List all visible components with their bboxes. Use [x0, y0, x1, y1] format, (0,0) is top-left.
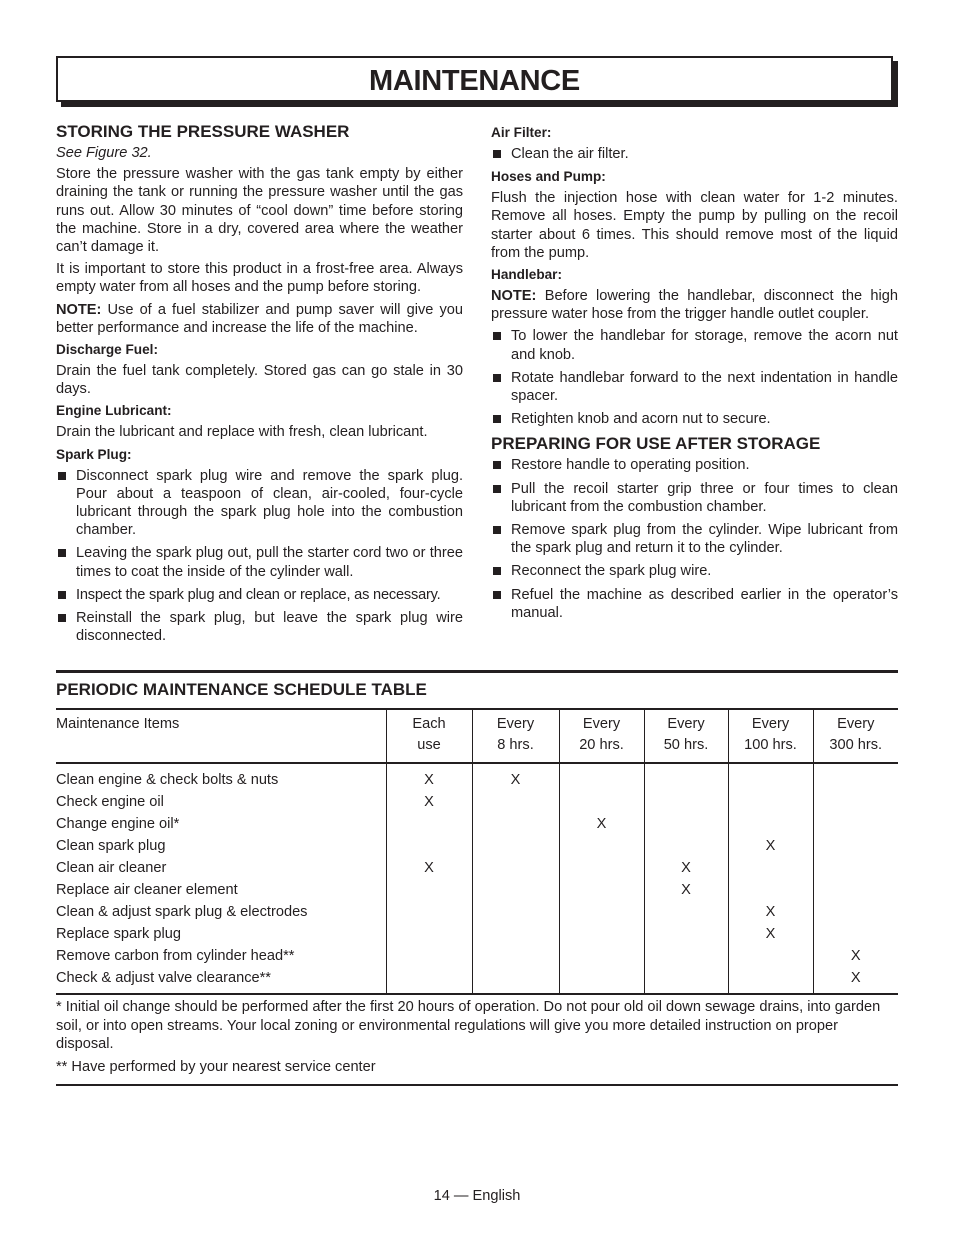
maintenance-schedule-table [56, 708, 898, 995]
handlebar-note [491, 287, 898, 323]
table-cell [813, 923, 898, 945]
table-cell: Clean spark plug [56, 838, 166, 854]
table-cell [728, 763, 813, 791]
table-cell [472, 901, 559, 923]
spark-plug-heading: Spark Plug: [56, 446, 132, 462]
table-cell [386, 813, 472, 835]
column-header: Every 100 hrs. [728, 709, 813, 763]
table-cell: X [813, 945, 898, 967]
header-banner [56, 56, 893, 102]
list-item-text: Pull the recoil starter grip three or four times to clean lubricant from the combustion chamber. [511, 480, 898, 515]
table-cell: X [644, 857, 728, 879]
list-item [491, 369, 898, 405]
schedule-heading: PERIODIC MAINTENANCE SCHEDULE TABLE [56, 680, 427, 699]
engine-lubricant-text: Drain the lubricant and replace with fresh, clean lubricant. [56, 424, 428, 441]
table-cell [386, 901, 472, 923]
table-cell: X [386, 791, 472, 813]
table-cell: Replace spark plug [56, 926, 181, 942]
list-item-text: Reconnect the spark plug wire. [511, 563, 712, 580]
table-cell: X [728, 923, 813, 945]
list-item-text: Refuel the machine as described earlier in the operator’s manual. [511, 586, 898, 621]
table-cell [813, 763, 898, 791]
list-item-text: Inspect the spark plug and clean or replace, as necessary. [76, 586, 441, 603]
list-item-text: Clean the air filter. [511, 146, 629, 162]
table-cell [813, 835, 898, 857]
section-divider [56, 670, 898, 673]
list-item-text: Reinstall the spark plug, but leave the spark plug wire disconnected. [76, 610, 463, 645]
table-cell: Check & adjust valve clearance** [56, 967, 386, 994]
table-cell [644, 945, 728, 967]
table-cell: X [813, 967, 898, 994]
table-cell: X [386, 763, 472, 791]
list-item [491, 410, 898, 428]
table-cell: X [728, 901, 813, 923]
square-bullet-icon [493, 374, 501, 382]
table-cell [472, 857, 559, 879]
discharge-fuel-text: Drain the fuel tank completely. Stored gas can go stale in 30 days. [56, 363, 463, 398]
storing-paragraph-1: Store the pressure washer with the gas tank empty by either draining the tank or running the pressure washer until the gas runs out. Allow 30 minutes of “cool down” time before storing the machine. Store in a dry, covered area where the weather can’t damage it. [56, 166, 463, 256]
table-cell [813, 791, 898, 813]
table-cell: X [472, 763, 559, 791]
table-footnotes [56, 998, 898, 1080]
list-item-text: Retighten knob and acorn nut to secure. [511, 411, 771, 428]
spark-plug-list [56, 467, 463, 646]
table-row [56, 813, 898, 835]
list-item [491, 145, 898, 163]
note-label: NOTE: [56, 301, 102, 318]
table-cell [728, 945, 813, 967]
table-cell: X [559, 813, 644, 835]
table-row [56, 901, 898, 923]
table-cell: Remove carbon from cylinder head** [56, 948, 295, 964]
table-cell [472, 835, 559, 857]
table-cell [728, 813, 813, 835]
table-cell [644, 901, 728, 923]
table-cell [559, 857, 644, 879]
table-cell [728, 967, 813, 994]
column-header-items: Maintenance Items [56, 709, 386, 763]
table-cell [472, 813, 559, 835]
page-number: 14 — English [433, 1188, 521, 1204]
table-cell [472, 945, 559, 967]
list-item [491, 327, 898, 363]
page-title: MAINTENANCE [369, 65, 580, 97]
list-item-text: Rotate handlebar forward to the next indentation in handle spacer. [511, 369, 898, 405]
square-bullet-icon [493, 150, 501, 158]
table-cell [813, 857, 898, 879]
table-cell [728, 791, 813, 813]
list-item-text: Restore handle to operating position. [511, 457, 750, 474]
note-label: NOTE: [491, 288, 537, 305]
square-bullet-icon [58, 472, 66, 480]
table-header-row [56, 709, 898, 763]
table-cell [472, 967, 559, 994]
right-column [491, 122, 898, 627]
list-item-text: To lower the handlebar for storage, remove the acorn nut and knob. [511, 328, 898, 363]
engine-lubricant-heading: Engine Lubricant: [56, 403, 172, 419]
square-bullet-icon [493, 485, 501, 493]
column-header: Every 300 hrs. [813, 709, 898, 763]
list-item [491, 562, 898, 580]
column-header: Each use [386, 709, 472, 763]
table-cell [813, 901, 898, 923]
left-column [56, 122, 463, 650]
table-row [56, 857, 898, 879]
table-cell: X [644, 879, 728, 901]
table-row [56, 945, 898, 967]
list-item-text: Leaving the spark plug out, pull the starter cord two or three times to coat the inside of the cylinder wall. [76, 545, 463, 580]
figure-reference: See Figure 32. [56, 145, 152, 161]
note-text: Before lowering the handlebar, disconnect the high pressure water hose from the trigger handle outlet coupler. [491, 288, 898, 323]
storing-note [56, 301, 463, 337]
table-cell: X [728, 835, 813, 857]
preparing-heading: PREPARING FOR USE AFTER STORAGE [491, 434, 821, 454]
table-row [56, 835, 898, 857]
table-cell [813, 813, 898, 835]
table-cell [386, 923, 472, 945]
table-cell [472, 923, 559, 945]
table-row [56, 763, 898, 791]
table-cell: Clean & adjust spark plug & electrodes [56, 904, 308, 920]
table-row [56, 791, 898, 813]
table-cell [386, 967, 472, 994]
table-cell [644, 967, 728, 994]
table-cell [386, 835, 472, 857]
table-cell [644, 791, 728, 813]
preparing-list [491, 456, 898, 622]
square-bullet-icon [58, 549, 66, 557]
column-header: Every 50 hrs. [644, 709, 728, 763]
square-bullet-icon [493, 526, 501, 534]
table-cell [386, 879, 472, 901]
table-cell [559, 967, 644, 994]
table-cell [559, 791, 644, 813]
table-cell: Clean air cleaner [56, 860, 167, 876]
list-item-text: Remove spark plug from the cylinder. Wipe lubricant from the spark plug and return it to the cylinder. [511, 522, 898, 557]
list-item [56, 586, 463, 604]
square-bullet-icon [58, 614, 66, 622]
list-item [491, 521, 898, 557]
table-cell [559, 901, 644, 923]
table-cell: Check engine oil [56, 794, 164, 810]
table-row [56, 923, 898, 945]
table-row [56, 879, 898, 901]
list-item [56, 544, 463, 580]
air-filter-heading: Air Filter: [491, 125, 552, 140]
table-cell [813, 879, 898, 901]
square-bullet-icon [493, 461, 501, 469]
table-cell: Change engine oil* [56, 816, 180, 832]
handlebar-list [491, 327, 898, 428]
table-cell [559, 835, 644, 857]
table-cell [559, 923, 644, 945]
table-cell [644, 813, 728, 835]
column-header: Every 8 hrs. [472, 709, 559, 763]
table-cell: Replace air cleaner element [56, 882, 238, 898]
square-bullet-icon [493, 567, 501, 575]
table-cell [559, 763, 644, 791]
square-bullet-icon [493, 415, 501, 423]
table-cell [386, 945, 472, 967]
table-row [56, 967, 898, 994]
table-cell [644, 923, 728, 945]
list-item [56, 609, 463, 645]
list-item [491, 456, 898, 474]
hoses-pump-text: Flush the injection hose with clean water for 1-2 minutes. Remove all hoses. Empty the pump by pulling on the recoil starter about 6 times. This should remove most of the liquid from the pump. [491, 190, 898, 261]
square-bullet-icon [493, 332, 501, 340]
bottom-divider [56, 1084, 898, 1086]
discharge-fuel-heading: Discharge Fuel: [56, 342, 158, 358]
table-cell [644, 835, 728, 857]
list-item [491, 586, 898, 622]
footnote-oil-change: * Initial oil change should be performed after the first 20 hours of operation. Do not pour old oil down sewage drains, into garden soil, or into open streams. Your local zoning or environmental regulations will give you more detailed instruction on proper disposal. [56, 999, 881, 1052]
table-cell: Clean engine & check bolts & nuts [56, 772, 279, 788]
list-item [56, 467, 463, 540]
table-cell: X [386, 857, 472, 879]
table-cell [559, 945, 644, 967]
square-bullet-icon [58, 591, 66, 599]
column-header: Every 20 hrs. [559, 709, 644, 763]
handlebar-heading: Handlebar: [491, 267, 563, 283]
list-item [491, 480, 898, 516]
table-cell [728, 879, 813, 901]
storing-paragraph-2: It is important to store this product in a frost-free area. Always empty water from all hoses and the pump before storing. [56, 261, 463, 296]
square-bullet-icon [493, 591, 501, 599]
hoses-pump-heading: Hoses and Pump: [491, 169, 606, 185]
storing-heading: STORING THE PRESSURE WASHER [56, 122, 350, 141]
table-cell [728, 857, 813, 879]
table-cell [644, 763, 728, 791]
list-item-text: Disconnect spark plug wire and remove the spark plug. Pour about a teaspoon of clean, air-cooled, four-cycle lubricant through the spark plug hole into the combustion chamber. [76, 467, 463, 539]
table-cell [472, 791, 559, 813]
table-cell [472, 879, 559, 901]
note-text: Use of a fuel stabilizer and pump saver will give you better performance and increase the life of the machine. [56, 301, 463, 336]
air-filter-list [491, 145, 898, 163]
footnote-service-center: ** Have performed by your nearest service center [56, 1058, 376, 1075]
table-cell [559, 879, 644, 901]
